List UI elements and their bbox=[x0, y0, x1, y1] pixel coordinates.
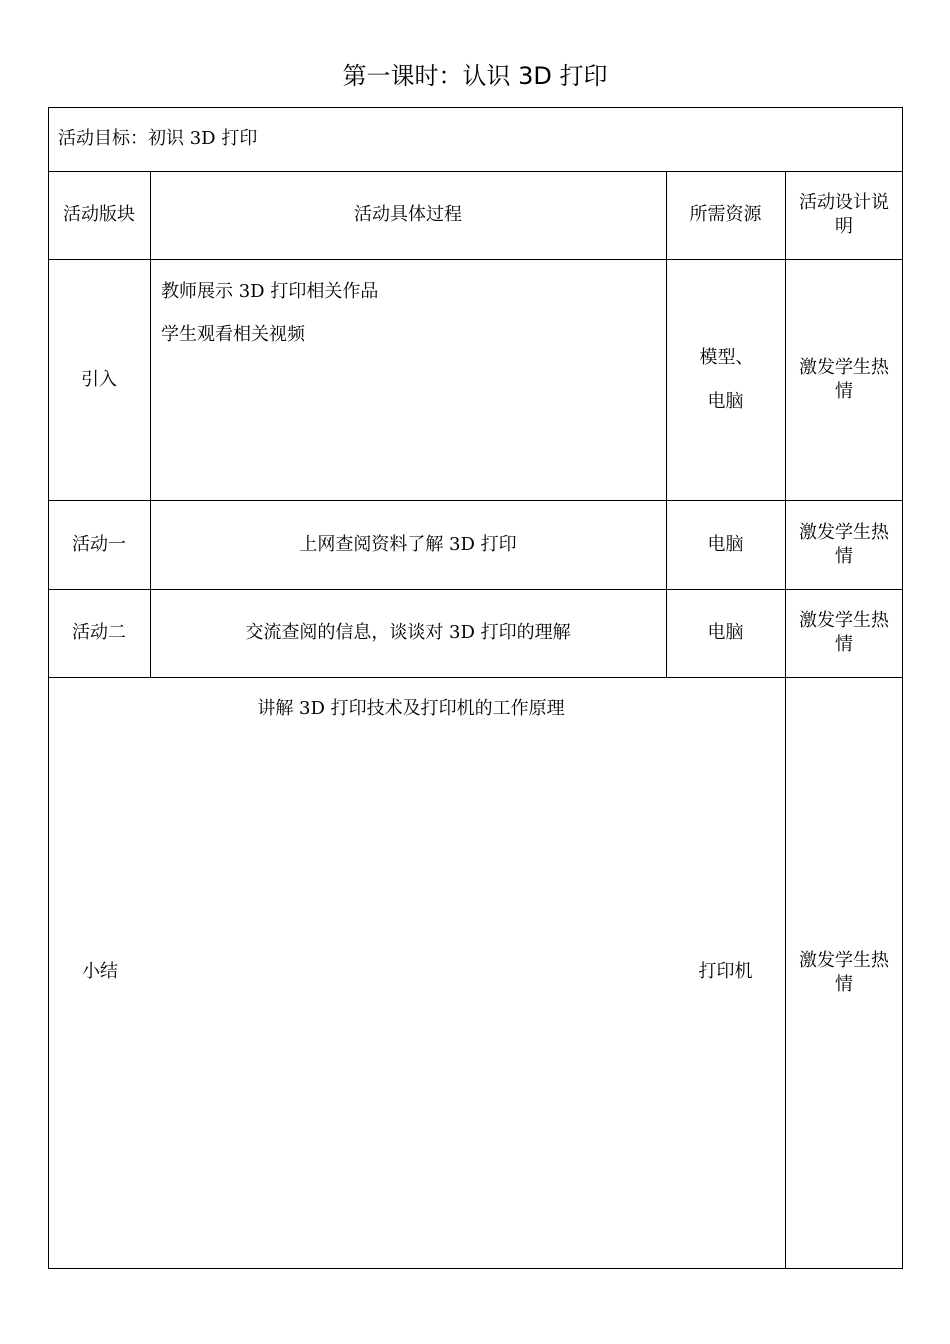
header-activity-block: 活动版块 bbox=[63, 204, 135, 225]
row-summary-process: 讲解 3D 打印技术及打印机的工作原理 bbox=[257, 698, 565, 719]
row-intro-resource-line-1: 模型、 bbox=[699, 347, 754, 368]
row-activity-2-block: 活动二 bbox=[72, 622, 126, 643]
row-summary-resources: 打印机 bbox=[698, 961, 753, 982]
row-intro-process-line-1: 教师展示 3D 打印相关作品 bbox=[161, 281, 379, 302]
row-summary-block: 小结 bbox=[82, 961, 118, 982]
table-rule bbox=[48, 259, 903, 260]
row-activity-2-resources: 电脑 bbox=[707, 622, 744, 643]
row-intro-resource-line-2: 电脑 bbox=[707, 391, 744, 412]
header-activity-process: 活动具体过程 bbox=[354, 204, 462, 225]
row-activity-1-process: 上网查阅资料了解 3D 打印 bbox=[299, 533, 517, 555]
row-summary-design: 激发学生热情 bbox=[799, 950, 889, 995]
row-activity-1-block: 活动一 bbox=[72, 533, 126, 555]
row-intro-process-line-2: 学生观看相关视频 bbox=[161, 324, 305, 345]
row-intro-block: 引入 bbox=[81, 368, 117, 390]
row-activity-1-resources: 电脑 bbox=[707, 533, 744, 555]
table-rule bbox=[48, 677, 903, 678]
activity-goal: 活动目标：初识 3D 打印 bbox=[58, 128, 258, 149]
header-design-notes: 活动设计说明 bbox=[799, 192, 889, 237]
header-resources: 所需资源 bbox=[689, 204, 762, 225]
row-intro-design: 激发学生热情 bbox=[799, 356, 889, 402]
row-activity-2-design: 激发学生热情 bbox=[799, 610, 889, 655]
row-activity-1-design: 激发学生热情 bbox=[799, 521, 889, 567]
page-title: 第一课时：认识 3D 打印 bbox=[342, 62, 608, 90]
row-activity-2-process: 交流查阅的信息，谈谈对 3D 打印的理解 bbox=[245, 622, 571, 643]
